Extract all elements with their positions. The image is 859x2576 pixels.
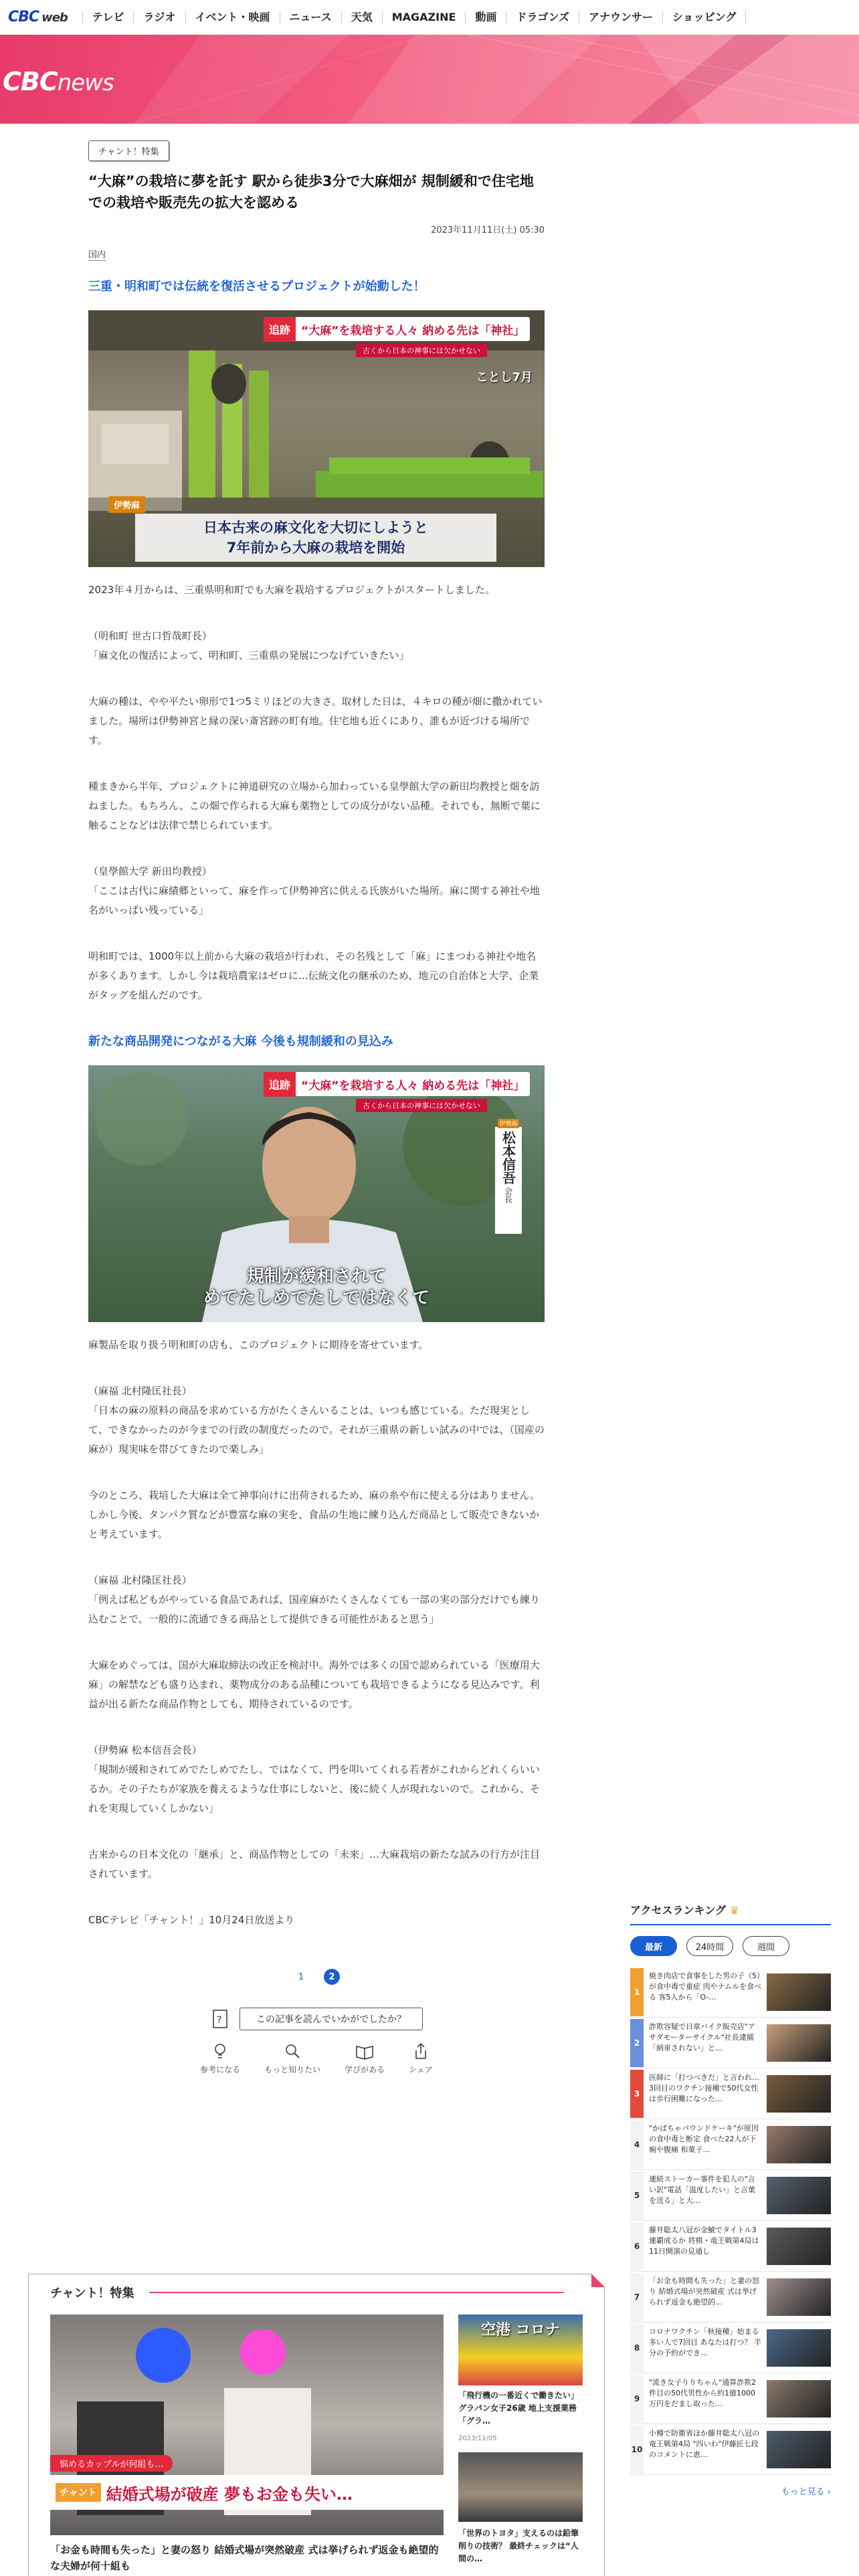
name-plate: 松本信吾 会長	[495, 1127, 522, 1234]
related-side-caption-1[interactable]: 「飛行機の一番近くで働きたい」グラパン女子26歳 地上支援業務「グラ…	[458, 2391, 579, 2426]
paragraph: 種まきから半年、プロジェクトに神道研究の立場から加わっている皇學館大学の新田均教授と畑を訪ねました。もちろん、この畑で作られる大麻も薬物としての成分がない品種。それでも、無断で葉に触ることなどは法律で禁じられています。	[88, 780, 541, 831]
ranking-number: 1	[630, 1968, 644, 2016]
search-icon	[284, 2042, 301, 2060]
article	[88, 140, 545, 2075]
related-side-date-1: 2023/11/05	[458, 2435, 497, 2442]
ranking-thumb[interactable]	[767, 2431, 831, 2468]
ranking-number: 9	[630, 2375, 644, 2423]
paragraph: 古来からの日本文化の「継承」と、商品作物としての「未来」…大麻栽培の新たな試みの行方が注目されています。	[88, 1848, 541, 1880]
article-photo-2	[88, 1065, 545, 1322]
ranking-item[interactable]	[630, 1967, 831, 2018]
access-ranking	[630, 1902, 831, 2497]
top-nav	[0, 0, 859, 35]
ranking-thumb[interactable]	[767, 2024, 831, 2062]
quote: 「例えば私どもがやっている食品であれば、国産麻がたくさんなくても一部の実の部分だけでも練り込むことで、一般的に流通できる商品として提供できる可能性があると思う」	[88, 1594, 541, 1625]
ranking-item[interactable]	[630, 2119, 831, 2170]
subhead-1: 三重・明和町では伝統を復活させるプロジェクトが始動した！	[88, 280, 425, 294]
feedback-box	[88, 2008, 545, 2030]
photo1-place: 伊勢麻	[108, 496, 145, 513]
ranking-text[interactable]: 医師に「打つべきだ」と言われ…3回目のワクチン接種で50代女性は歩行困難になった…	[649, 2072, 759, 2103]
broadcast-note: CBCテレビ「チャント！」10月24日放送より	[88, 1914, 295, 1926]
ranking-number: 8	[630, 2324, 644, 2372]
ranking-thumb[interactable]	[767, 1973, 831, 2011]
ranking-thumb[interactable]	[767, 2380, 831, 2418]
ranking-number: 3	[630, 2070, 644, 2118]
ranking-item[interactable]	[630, 2424, 831, 2475]
book-icon	[355, 2042, 375, 2060]
ranking-number: 6	[630, 2222, 644, 2270]
ranking-thumb[interactable]	[767, 2075, 831, 2113]
photo2-tag-sub: 古くから日本の神事には欠かせない	[356, 1099, 487, 1112]
pagination	[88, 1969, 545, 1985]
quote: 「日本の麻の原料の商品を求めている方がたくさんいることは、いつも感じている。ただ現実として、できなかったのが今までの行政の制度だったので。それが三重県の新しい試みの中では、（国産の麻が）現実味を帯びてきたので楽しみ」	[88, 1404, 545, 1455]
ranking-text[interactable]: 小樽で防衛省ほか藤井聡太八冠の竜王戦第4局 "四いわ"伊藤匠七段のコメントに恵…	[649, 2428, 759, 2459]
svg-text:?: ?	[217, 2015, 222, 2026]
paragraph: 明和町では、1000年以上前から大麻の栽培が行われ、その名残として「麻」にまつわる神社や地名が多くあります。しかし今は栽培農家はゼロに…伝統文化の継承のため、地元の自治体と大学、企業がタッグを組んだのです。	[88, 950, 539, 1001]
ranking-thumb[interactable]	[767, 2126, 831, 2163]
nav-item-magazine[interactable]: MAGAZINE	[382, 11, 466, 23]
paragraph: 麻製品を取り扱う明和町の店も、このプロジェクトに期待を寄せています。	[88, 1339, 429, 1351]
ranking-number: 10	[630, 2426, 644, 2474]
nav-item-radio[interactable]: ラジオ	[133, 11, 185, 23]
ranking-item[interactable]	[630, 2170, 831, 2221]
ranking-text[interactable]: コロナワクチン「秋接種」始まる 多い人で7回目 あなたは打つ？ 半分の予約ができ…	[649, 2327, 761, 2357]
subhead-2: 新たな商品開発につながる大麻 今後も規制緩和の見込み	[88, 1035, 393, 1049]
article-headline: “大麻”の栽培に夢を託す 駅から徒歩3分で大麻畑が 規制緩和で住宅地での栽培や販売先の拡大を認める	[88, 173, 534, 211]
hero-pattern	[0, 35, 859, 124]
reaction-learn[interactable]: 学びがある	[345, 2042, 385, 2075]
ranking-thumb[interactable]	[767, 2329, 831, 2367]
blurred-face-2	[240, 2329, 286, 2375]
ranking-text[interactable]: "かばちゃパウンドケーキ"が原因の食中毒と断定 食べた22人が下痢や腹痛 和菓子…	[649, 2123, 759, 2154]
ranking-thumb[interactable]	[767, 2177, 831, 2214]
quote: 「麻文化の復活によって、明和町、三重県の発展につなげていきたい」	[88, 649, 409, 661]
nav-item-weather[interactable]: 天気	[341, 11, 382, 23]
quote: 「規制が緩和されてめでたしめでたし、ではなくて、門を叩いてくれる若者がこれからどれくらいいるか。その子たちが家族を養えるような仕事にしないと、後に続く人が現れないので。これから、それを実現していくしかない」	[88, 1763, 540, 1814]
feedback-doc-icon	[210, 2009, 230, 2029]
ranking-thumb[interactable]	[767, 2228, 831, 2265]
nav-item-event[interactable]: イベント・映画	[185, 11, 280, 23]
ranking-item[interactable]	[630, 2373, 831, 2424]
ranking-item[interactable]	[630, 2272, 831, 2323]
related-side-caption-2[interactable]: 「世界のトヨタ」支えるのは鉛筆削りの技術？ 最終チェックは“人間の…	[458, 2529, 579, 2563]
photo1-tag-sub: 古くから日本の神事には欠かせない	[356, 344, 487, 357]
ranking-number: 2	[630, 2019, 644, 2067]
ranking-number: 5	[630, 2171, 644, 2220]
corner-fold-icon	[591, 2274, 605, 2287]
reaction-share[interactable]: シェア	[409, 2042, 433, 2075]
ranking-item[interactable]	[630, 2323, 831, 2373]
photo1-tag: 追跡 “大麻”を栽培する人々 納める先は「神社」	[264, 317, 530, 341]
quote-speaker: （麻福 北村隆匡社長）	[88, 1385, 192, 1397]
related-articles	[28, 2274, 605, 2576]
tab-weekly[interactable]: 週間	[743, 1936, 789, 1956]
reaction-more[interactable]: もっと知りたい	[264, 2042, 320, 2075]
page-1-link[interactable]: 1	[298, 1971, 304, 1982]
publish-date: 2023年11月11日(土) 05:30	[431, 225, 545, 235]
ranking-title: アクセスランキング ♛	[630, 1902, 831, 1925]
cbcweb-logo[interactable]: CBC web	[8, 9, 68, 25]
category-link[interactable]: 国内	[88, 247, 106, 261]
nav-item-dragons[interactable]: ドラゴンズ	[506, 11, 579, 23]
series-tag[interactable]: チャント！特集	[88, 140, 169, 161]
photo1-caption: 日本古来の麻文化を大切にしようと 7年前から大麻の栽培を開始	[135, 514, 496, 562]
related-title: チャント！特集	[50, 2286, 134, 2300]
crown-icon: ♛	[729, 1904, 739, 1917]
ranking-item[interactable]	[630, 2221, 831, 2272]
reaction-bar	[88, 2042, 545, 2075]
ranking-tabs	[630, 1936, 831, 1956]
ranking-number: 7	[630, 2273, 644, 2321]
quote-speaker: （皇學館大学 新田均教授）	[88, 865, 212, 877]
nav-item-news[interactable]: ニュース	[280, 11, 341, 23]
nav-item-video[interactable]: 動画	[465, 11, 506, 23]
ranking-text[interactable]: 「お金も時間も失った」と妻の怒り 結婚式場が突然破産 式は挙げられず返金も絶望的…	[649, 2276, 759, 2306]
related-main-caption[interactable]: 「お金も時間も失った」と妻の怒り 結婚式場が突然破産 式は挙げられず返金も絶望的な夫婦が何十組も	[50, 2544, 439, 2572]
share-icon	[412, 2042, 430, 2060]
photo1-corner: ことし7月	[476, 370, 533, 385]
ranking-item[interactable]	[630, 2018, 831, 2068]
related-side-thumb-2[interactable]	[458, 2452, 583, 2522]
feedback-question: この記事を読んでいかがでしたか？	[240, 2008, 423, 2030]
blurred-face-1	[136, 2328, 191, 2383]
related-side-thumb-1[interactable]: 空港 コロナ	[458, 2315, 583, 2385]
tab-24h[interactable]: 24時間	[686, 1936, 733, 1956]
page-2-current[interactable]: 2	[324, 1969, 340, 1985]
quote-speaker: （明和町 世古口哲哉町長）	[88, 630, 212, 642]
ranking-text[interactable]: "流き女子りりちゃん"通算詐欺2件目の50代男性から約1億1000万円をだまし取った…	[649, 2377, 757, 2408]
quote-speaker: （伊勢麻 松本信吾会長）	[88, 1744, 202, 1756]
name-plate-company: 伊勢麻	[498, 1119, 519, 1128]
ranking-item[interactable]	[630, 2068, 831, 2119]
ranking-text[interactable]: 焼き肉店で食事をした男の子（5）が食中毒で重症 肉やナムルを食べる 客5人から「O-…	[649, 1971, 761, 2002]
lightbulb-icon	[211, 2042, 229, 2060]
ranking-thumb[interactable]	[767, 2278, 831, 2316]
ranking-text[interactable]: 詐欺容疑で日章バイク販売店"アサダモーターサイクル"社長逮捕「納車されない」と…	[649, 2022, 755, 2052]
quote-speaker: （麻福 北村隆匡社長）	[88, 1574, 192, 1586]
related-title-underline	[149, 2292, 564, 2293]
ranking-text[interactable]: 藤井聡太八冠が金鯱でタイトル3連覇成るか 将棋・竜王戦第4局は11日開演の見通し	[649, 2225, 759, 2256]
more-link[interactable]: もっと見る ›	[781, 2487, 831, 2497]
paragraph: 今のところ、栽培した大麻は全て神事向けに出荷されるため、麻の糸や布に使える分はありません。しかし今後、タンパク質などが豊富な麻の実を、食品の生地に練り込んだ商品として販売できないかと考えています。	[88, 1489, 541, 1540]
reaction-helpful[interactable]: 参考になる	[200, 2042, 240, 2075]
paragraph: 大麻の種は、やや平たい卵形で1つ5ミリほどの大きさ。取材した日は、４キロの種が畑に撒かれていました。場所は伊勢神宮と縁の深い斎宮跡の町有地。住宅地も近くにあり、誰もが近づける場所です。	[88, 695, 543, 746]
quote: 「ここは古代に麻績郷といって、麻を作って伊勢神宮に供える氏族がいた場所。麻に関する神社や地名がいっぱい残っている」	[88, 885, 540, 916]
photo2-tag: 追跡 “大麻”を栽培する人々 納める先は「神社」	[264, 1072, 530, 1096]
photo2-caption: 規制が緩和されて めでたしめでたしではなくて	[203, 1267, 430, 1308]
overlay-banner: チャント 結婚式場が破産 夢もお金も失い…	[50, 2475, 444, 2510]
paragraph: 大麻をめぐっては、国が大麻取締法の改正を検討中。海外では多くの国で認められている「医療用大麻」の解禁なども盛り込まれ、薬物成分のある品種についても栽培できるようになる見込みです。利益が出る新たな商品作物としても、期待されているのです。	[88, 1659, 540, 1710]
nav-item-tv[interactable]: テレビ	[82, 11, 134, 23]
ranking-text[interactable]: 連続ストーカー事件を犯人の"言い訳"電話「温度したい」と言葉を送る」と大…	[649, 2174, 756, 2205]
ranking-number: 4	[630, 2121, 644, 2169]
ranking-list	[630, 1967, 831, 2475]
overlay-small: 悩めるカップルが何組も…	[50, 2455, 173, 2472]
cbcnews-logo[interactable]: CBCnews	[3, 67, 114, 96]
article-photo-1	[88, 310, 545, 567]
hero-banner	[0, 35, 859, 124]
tab-latest[interactable]: 最新	[630, 1936, 677, 1956]
nav-item-announcer[interactable]: アナウンサー	[579, 11, 662, 23]
nav-item-shopping[interactable]: ショッピング	[662, 11, 746, 23]
related-main-thumb[interactable]	[50, 2315, 444, 2535]
paragraph: 2023年４月からは、三重県明和町でも大麻を栽培するプロジェクトがスタートしました。	[88, 584, 495, 596]
